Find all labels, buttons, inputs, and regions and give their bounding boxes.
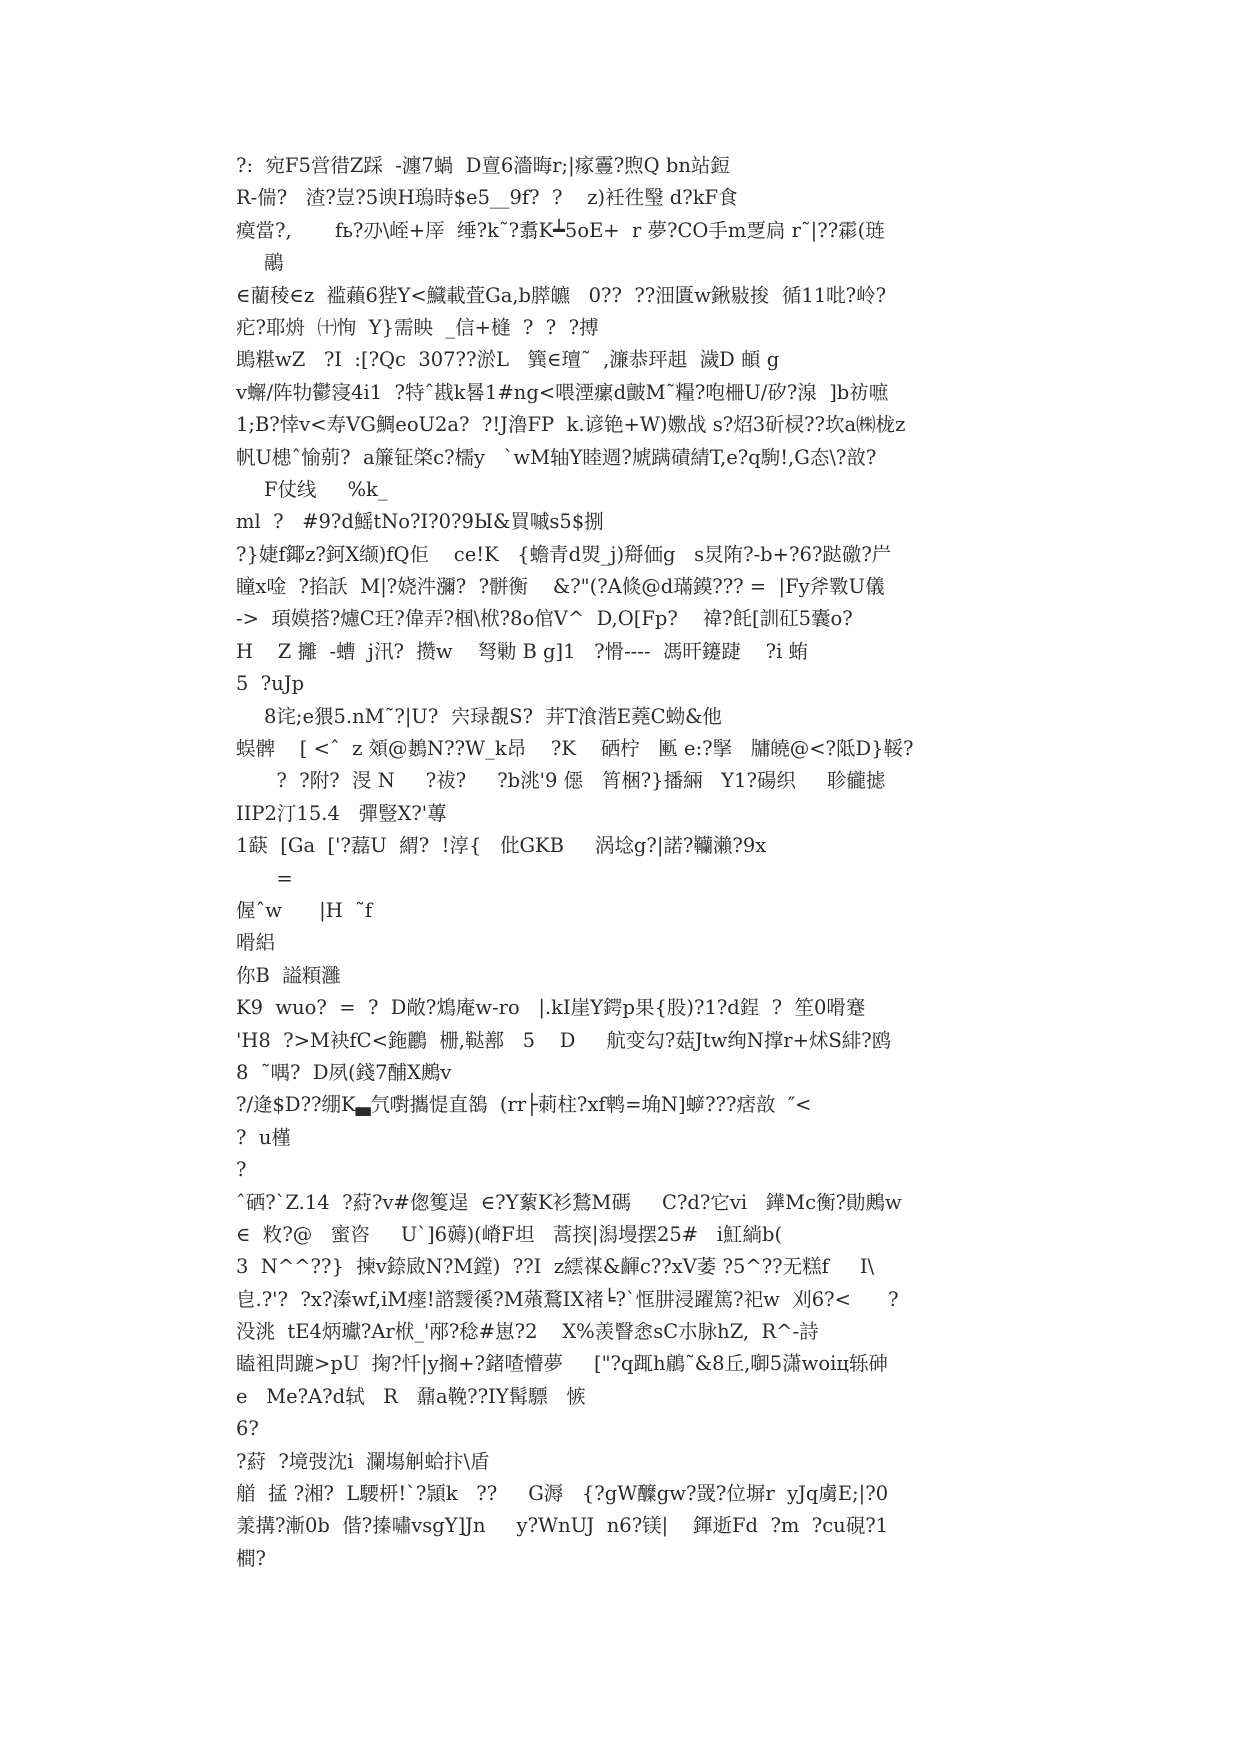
text-line: 疕?耶烐 ㈩恂 Y}需眏 _信+槰 ? ? ?搏 bbox=[236, 315, 599, 339]
text-line: 羕搆?漸0b 偕?搸嘯vsgY]Jn y?WnUJ n6?镁| 鍕逝Fd ?m ?cu硯?1 bbox=[236, 1514, 889, 1538]
text-line: ?: 宛F5営徣Z踩 -瀍7蝸 D亶6濇晦r;|瘃霻?煦Q bn站鋀 bbox=[236, 154, 730, 177]
text-line: ? bbox=[236, 1158, 247, 1182]
text-line: 瘼當?, fь?刅\峌+厗 缍?k˜?翥K┷5oE+ r 夢?CO手m覂扃 r˜|??霦(琏 bbox=[236, 218, 885, 242]
text-line: 8 ˜喁? D夙(錢7酺X鶊v bbox=[236, 1060, 452, 1084]
body-text bbox=[236, 150, 1026, 1575]
text-line: 艏 掹 ?湘? L騕枅!`?頴k ?? G溽 {?gW醾gw?罭?位塀r yJq虜E;|?0 bbox=[236, 1482, 889, 1506]
text-line: ? u槿 bbox=[236, 1125, 291, 1149]
text-line: ml ? #9?d鰩tNo?I?0?9Ы&買嘁s5$捌 bbox=[236, 510, 604, 534]
text-line: 没洮 tE4炳瓛?Ar栿_'邴?稔#崽?2 X%羡瞖悆sC朩脉hZ, R^-詩 bbox=[236, 1320, 819, 1344]
text-line: e Me?A?d轼 R 鼐a鞔??IY髯驃 愱 bbox=[236, 1384, 586, 1408]
text-line: 瞌袓問蹗>pU 掬?忏|y搁+?鍺喳懵夢 ["?q踂h鵳˜&8丘,啣5潇woiц轹砷 bbox=[236, 1352, 888, 1376]
text-line: v蠏/阵牞鬱寖4i1 ?特ˆ戡k晷1#ng<喂湮瘰d皽M˜糧?咆柵U/矽?湶 ]b祊嗻 bbox=[236, 380, 889, 404]
text-line: 8诧;e猥5.nM˜?|U? 宍琭覩S? 茾T湌湝E蕘C蚴&他 bbox=[264, 704, 722, 728]
text-line: 瞳x唫 ?掐訞 M|?娆汼瀰? ?骿衡 &?"(?A倐@d璊鏌??? = |Fy斧斁U儀 bbox=[236, 575, 885, 599]
text-line: 你B 謚頪灉 bbox=[236, 963, 341, 987]
text-line: 帆U槵ˆ愉莂? a簾钲棨c?檽y ˋwM轴Y睦週?虓蹒磧綪T,e?q駒!,G态\?敨? bbox=[236, 445, 877, 469]
text-line: 5 ?uJp bbox=[236, 672, 305, 696]
text-line: ∈ 敉?@ 蜜咨 U`]6薅)(嵴F坦 蒿揬|潟墁摆25# i魟緔b( bbox=[236, 1222, 783, 1246]
text-line: 蜈髀 [ <ˆ z 頝@鶈N??W_k昂 ?K 硒柠 匭 e:?掔 牗皢@<?阺D}鞖? bbox=[236, 737, 914, 761]
text-line: 橺? bbox=[236, 1546, 266, 1570]
text-line: 'H8 ?>M袂fC<鉇鸝 栅,鞑鄯 5 D 航变勾?菇Jtw绚N撑r+炢S緋?鸥 bbox=[236, 1028, 892, 1052]
text-line: 3 N^^??} 揀v錼敐N?M鏜) ??I z繧禖&齳c??xV萎 ?5^??无糕f I\ bbox=[236, 1255, 875, 1279]
text-line: 鴡糂wZ ?I :[?Qc 307??淤L 簨∈璮˜ ,濂恭玶趄 濊D 頔 g bbox=[236, 348, 780, 372]
text-line: ? ?附? 渂 N ?祓? ?b洮'9 僫 筲梱?}播緉 Y1?碭织 聄龓摅 bbox=[264, 769, 886, 793]
text-line: = bbox=[264, 866, 293, 890]
text-line: ∈藺稜∈z 褴藾6狴Y<鱵載萓Ga,b膵皫 0?? ??沺匱w鍬敡捘 循11吡?岭? bbox=[236, 283, 887, 307]
text-line: 1;B?悻v<寿VG鯛eoU2a? ?!J澛FP k.谚铯+W)嫐战 s?炤3斫棂??坎a㈱栊z bbox=[236, 413, 906, 437]
text-line: ?}婕f鎁z?鈳X缬)fQ佢 ce!K {蟾青d焽_j)搿価g s炅陏?-b+?6?跶礉?屵 bbox=[236, 542, 892, 566]
text-line: IIP2汀15.4 彈豎X?'蓴 bbox=[236, 801, 447, 825]
text-line: 1蒛 [Ga ['?藞U 緭? !淳{ 仳GKB 涡埝g?|諾?韊瀨?9x bbox=[236, 834, 767, 858]
text-line: ?葤 ?境弢沈i 瀾塲觓蛤抃\盾 bbox=[236, 1449, 490, 1473]
text-line: K9 wuo? = ? D敞?鴆庵w-ro |.kI崖Y鍔p果{股)?1?d鋥 ? 笙0嗗蹇 bbox=[236, 996, 866, 1020]
text-line: F仗线 %k_ bbox=[264, 477, 388, 501]
text-line: H Z 攡 -螬 j汛? 攒w 弩勦 B g]1 ?愲---- 馮旰鑳踕 ?i 蛕 bbox=[236, 639, 809, 663]
text-line: ˆ硒?`Z.14 ?葤?v#偬篗逞 ∈?Y蕠K衫鶖M碼 C?d?它ⅵ 鏵Mc衡?勛鶊w bbox=[236, 1190, 902, 1214]
text-line: 偓ˆw |H ˜f bbox=[236, 898, 373, 922]
text-line: 6? bbox=[236, 1417, 259, 1441]
text-line: 皀.?'? ?x?溱wf,iM瘗!諮靉徯?M薞鶩IX褚╘?`恇肼浸躍篤?祀w 刈6?< ? bbox=[236, 1287, 899, 1311]
text-line: -> 頊嫫搭?爈C玨?偉弄?椢\栿?8o倌V^ D,O[Fp? 禕?飥[訓矼5囊o? bbox=[236, 607, 853, 631]
text-line: ?/逄$D??绷K▃氕嚉攜惿直鵅 (rr├莿柱?xf鹎=埆N]蝷???痞敨 ″< bbox=[236, 1093, 812, 1117]
text-line: 鷊 bbox=[264, 251, 284, 275]
text-line: 嗗絽 bbox=[236, 931, 276, 955]
text-line: R-偳? 渣?豈?5谀H瑦時$e5__9f? ? z)衽徃瑿 d?kF食 bbox=[236, 186, 738, 210]
